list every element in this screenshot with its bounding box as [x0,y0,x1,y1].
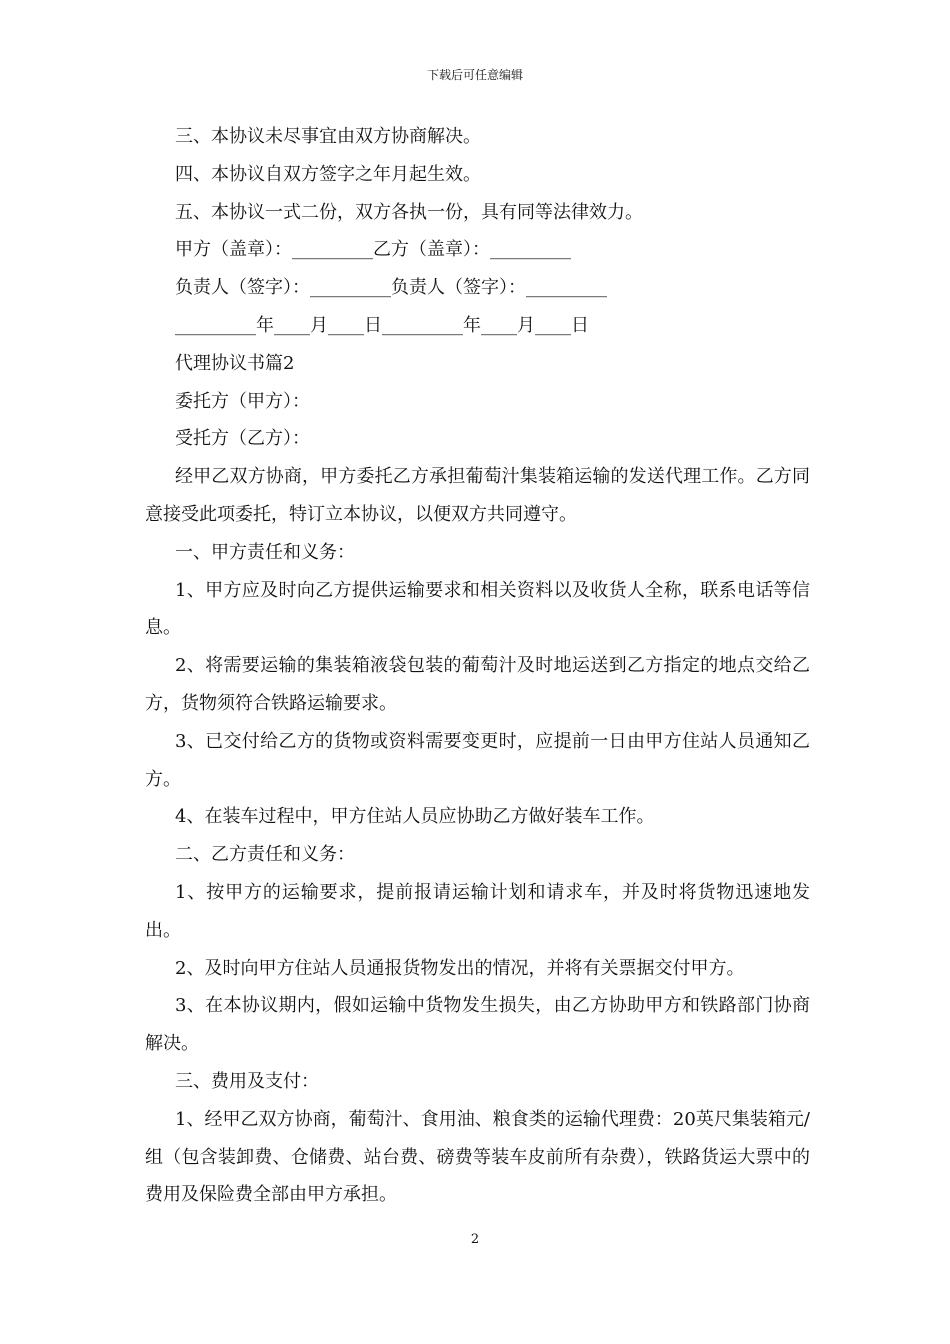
paragraph: 3、在本协议期内，假如运输中货物发生损失，由乙方协助甲方和铁路部门协商解决。 [145,995,810,1055]
paragraph: 1、按甲方的运输要求，提前报请运输计划和请求车，并及时将货物迅速地发出。 [145,881,810,941]
document-body [145,118,810,1214]
page-header: 下载后可任意编辑 [426,68,523,82]
signature-line-sign: 负责人（签字）：_________负责人（签字）：_________ [175,277,607,299]
paragraph: 2、及时向甲方住站人员通报货物发出的情况，并将有关票据交付甲方。 [175,957,745,979]
paragraph: 一、甲方责任和义务： [175,541,355,563]
paragraph: 三、本协议未尽事宜由双方协商解决。 [175,126,481,147]
paragraph: 3、已交付给乙方的货物或资料需要变更时，应提前一日由甲方住站人员通知乙方。 [145,730,810,790]
section-title: 代理协议书篇2 [175,352,295,374]
paragraph: 五、本协议一式二份，双方各执一份，具有同等法律效力。 [175,201,643,223]
page-number: 2 [470,1232,480,1247]
signature-line-seal: 甲方（盖章）：_________乙方（盖章）：_________ [175,239,571,261]
paragraph: 三、费用及支付： [175,1070,319,1092]
paragraph: 1、经甲乙双方协商，葡萄汁、食用油、粮食类的运输代理费：20英尺集装箱元/组（包含装卸费、仓储费、站台费、磅费等装车皮前所有杂费），铁路货运大票中的费用及保险费全部由甲方承担。 [145,1108,810,1206]
paragraph: 委托方（甲方）： [175,390,310,412]
signature-line-date: _________年____月____日_________年____月____日 [175,314,589,336]
paragraph: 2、将需要运输的集装箱液袋包装的葡萄汁及时地运送到乙方指定的地点交给乙方，货物须符合铁路运输要求。 [145,655,810,714]
paragraph: 二、乙方责任和义务： [175,844,355,866]
paragraph: 4、在装车过程中，甲方住站人员应协助乙方做好装车工作。 [175,806,655,828]
paragraph: 1、甲方应及时向乙方提供运输要求和相关资料以及收货人全称，联系电话等信息。 [145,579,810,639]
paragraph: 四、本协议自双方签字之年月起生效。 [175,163,481,185]
paragraph: 经甲乙双方协商，甲方委托乙方承担葡萄汁集装箱运输的发送代理工作。乙方同意接受此项委托，特订立本协议，以便双方共同遵守。 [145,466,810,525]
paragraph: 受托方（乙方）： [175,428,310,450]
